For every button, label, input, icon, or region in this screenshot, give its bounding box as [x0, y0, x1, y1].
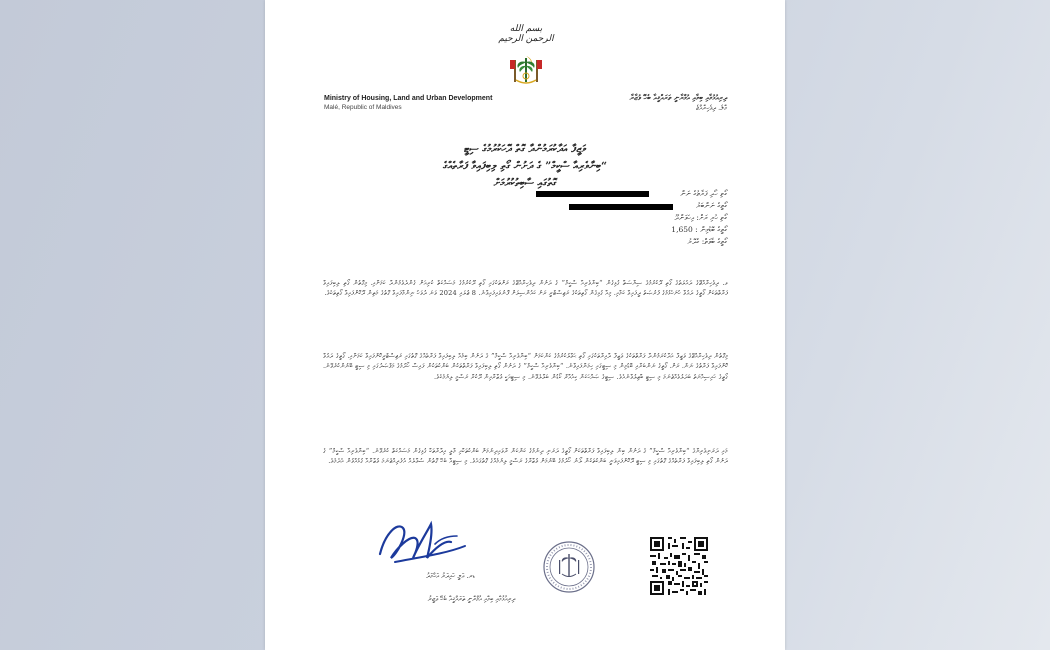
field-owner-name: ގޯތި ހޯދި ފަރާތުގެ ނަން [680, 189, 727, 198]
fields-block [467, 188, 727, 248]
document-page [265, 0, 785, 650]
state-emblem-icon [506, 52, 546, 90]
field-plot-type: ގޯތީގެ ބާވަތް: ގެދޮރު [687, 237, 727, 246]
signer-title: ދިރިއުޅުމާއި ބިމާއި އުމްރާނީ ތަރައްޤީއާ ބެހޭ ވަޒީރު [427, 595, 515, 603]
ministry-name-en: Ministry of Housing, Land and Urban Development [324, 95, 493, 102]
bismillah-calligraphy: بسم الله الرحمن الرحيم [498, 24, 554, 44]
redacted-plot-number [569, 204, 673, 210]
ministry-location-en: Malé, Republic of Maldives [324, 104, 402, 111]
body-paragraph-2: މިގޮތުން ދިވެހިރާއްޖޭގެ ވަޒީފާ އަދާކުރަމުންދާ ފަރާތްތަކުގެ ވަޒީފާ ދާއިރާތަކުގައި ގޯތި ޙަވާލުކުރުމުގެ ކަންކަމަށް “ބިނާވެރިއާ ސްކީމް” ގެ ދަށުން ބިމެއް ލިބިފައިވާ ފަރާތެއްގެ ގޮތުގައި ރަޖިސްޓްރީކޮށްފައިވާ ކަމަށާއި، ގޯތީގެ ދަޢުވާ ކޮށްފައިވާ ފަރާތުގެ ނަން، ރަށް، ގޯތީގެ ނަންބަރާއި ބޮޑުމިން މި ސިޓީގައި ހިމަނާފައިވާނެ. “ބިނާވެރިއާ ސްކީމް” ގެ ދަށުން ގޯތި ލިބިފައިވާ ފަރާތްތަކުން ބަންކުތަކުން ފައިސާ ހޯދުމުގެ މަޤްޞަދުގައި މި ސިޓީ ބޭނުންކުރެވޭނެ. ގޯތީގެ ހައިސިއްޔަތު ބަދަލުވެއްޖެނަމަ މި ސިޓީ ބާޠިލުވާނެއެވެ. ސިޓީގެ ޞައްޙަކަން ކިއުއާރް ކޯޑުން ބަލާލެވޭނެ. މި ސިޓީއަކީ ވުޒާރާއިން ދޫކުރާ ރަސްމީ ލިޔުމެކެވެ. [323, 352, 728, 381]
field-island: ގޯތި ހުރި ރަށް: އިހަވަންދޫ [674, 213, 727, 222]
redacted-name [536, 191, 649, 197]
ministry-name-dv: ދިރިއުޅުމާއި ބިމާއި އުމްރާނީ ތަރައްޤީއާ ބެހޭ ވުޒާރާ [629, 93, 727, 102]
body-paragraph-3: މައި ދަރަނިވެރިޔާގެ “ބިނާވެރިއާ ސްކީމް” ގެ ދަށުން ބިން ލިބިފައިވާ ފަރާތްތަކަށް ގޯތީގެ ދަރަނި ދިނުމުގެ ކަންކަން ރާވައިދިނުމަށް ބަންކުތަކާއި މާލީ އިދާރާތަކާ ގުޅިގެން މަސައްކަތް ކުރެވޭނެ. “ބިނާވެރިއާ ސްކީމް” ގެ ދަށުން ގޯތި ލިބިފައިވާ ފަރާތެއްގެ ގޮތުގައި މި ސިޓީ ދޫކޮށްފައިވަނީ ބަންކުތަކުން ލޯނު ހޯދުމުގެ ބޭނުމަށް ވުޒާރާގެ ރަސްމީ ލިޔުމެއްގެ ގޮތުގައެވެ. މި ސިޓީއާ ބެހޭ ގޮތުން ސުވާލެއް އުފެދިއްޖެނަމަ ވުޒާރާއާ ގުޅުއްވުން އެދެމެވެ. [323, 447, 728, 466]
signature-mark [375, 514, 470, 572]
field-plot-number: ގޯތީގެ ނަންބަރު [696, 201, 727, 210]
official-seal-icon [542, 540, 596, 594]
ministry-location-dv: މާލެ، ދިވެހިރާއްޖެ [695, 104, 727, 112]
field-plot-size: ގޯތީގެ ބޮޑުމިން : 1,650 [671, 225, 727, 234]
body-paragraph-1: ވ. ދިވެހިރާއްޖޭގެ ދައުލަތުގެ ގޯތި ދޫކުރުމުގެ ސިޔާސަތާ ގުޅިގެން “ބިނާވެރިއާ ސްކީމް” ގެ ދަށުން ދިވެހިރާއްޖޭގެ ރަށްތަކުގައި ގޯތި ދޫކުރުމުގެ މަސައްކަތް ކުރިއަށް ގެންދެވެމުންދާ ކަމަށާއި، މިގޮތުން ގޯތި ލިބިފައިވާ ފަރާތްތަކަށް ގޯތީގެ ދަޢުވާ ހުށަހެޅުމުގެ ފުރުޞަތު ދީފައިވާ ކަމާއި، މިއާ ގުޅިގެން ގޯތިތަކުގެ ރަޖިސްޓްރީ ރަށު ކައުންސިލަށް ފޮނުވައިފައިވާނެ. 8 ޖުލައި 2024 ވަނަ ދުވަހު ނިންމާފައިވާ ގޮތުގެ މަތިން ދޫކޮށްފައިވާ ގޯތިތަކެވެ. [323, 279, 728, 298]
document-title: ވަޒީފާ އަދާކުރަމުންދާ ގޮތް ދޭހަކުރުމުގެ ސިޓީ “ބިނާވެރިއާ ސްކީމް” ގެ ދަށުން ގޯތި ލިބިފައިވާ ފަރާތެއްގެ ގޮތުގައި ސާބިތުކުރުމަށް [442, 143, 608, 189]
qr-code-icon [650, 537, 708, 595]
signer-name: ޑރ. ޢަލީ ހައިދަރު އަޙްމަދު [425, 572, 475, 580]
